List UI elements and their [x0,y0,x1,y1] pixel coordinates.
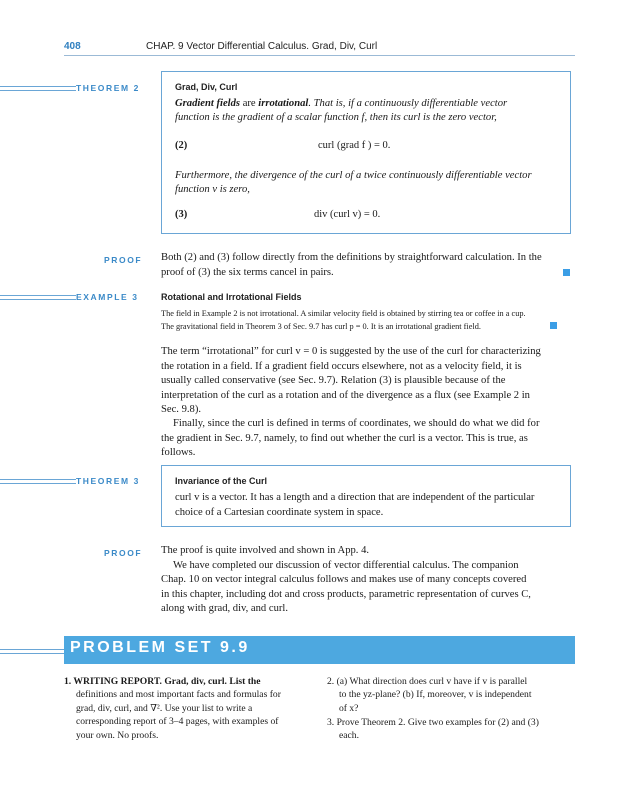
theorem2-label: THEOREM 2 [76,83,144,93]
theorem2-line1 [175,97,560,112]
problem-1-line: definitions and most important facts and formulas for [76,689,281,701]
proof1-line1: Both (2) and (3) follow directly from the definitions by straightforward calculation. In the [161,252,542,263]
text-line: Finally, since the curl is defined in terms of coordinates, we should do what we did for [173,418,540,429]
theorem3-line1: curl v is a vector. It has a length and a direction that are independent of the particular [175,492,535,503]
text-line: along with grad, div, and curl. [161,603,288,614]
theorem2-line2: function is the gradient of a scalar function f, then its curl is the zero vector, [175,112,497,123]
problem-2-line: of x? [339,702,359,714]
text-line: The term “irrotational” for curl v = 0 is suggested by the use of the curl for characterizing [161,346,541,357]
theorem3-label: THEOREM 3 [76,476,144,486]
example3-leader [0,295,85,300]
text-line: interpretation of the curl as a rotation and of the divergence as a flux (see Example 2 in [161,389,530,401]
text-line: Sec. 9.8). [161,404,202,415]
eq3-tag: (3) [175,209,188,220]
header-rule [64,55,575,56]
theorem3-title: Invariance of the Curl [175,476,268,486]
text-line: the gradient in Sec. 9.7, namely, to find out whether the curl is a vector. This is true, as [161,432,528,444]
eq2: curl (grad f ) = 0. [318,140,391,151]
problem-3 [327,716,575,743]
text-line: Chap. 10 on vector integral calculus follows and makes use of many concepts covered [161,574,527,585]
text-line: usually called conservative (see Sec. 9.7). Relation (3) is plausible because of the [161,375,506,386]
problem-1-line: corresponding report of 3–4 pages, with examples of [76,716,279,728]
text-line: follows. [161,447,196,458]
term-irrotational: irrotational [258,98,309,109]
example3-line2: The gravitational field in Theorem 3 of Sec. 9.7 has curl p = 0. It is an irrotational gradient field. [161,322,481,331]
theorem2-line1-rest: . That is, if a continuously differentiable vector [308,98,508,109]
proof2-body [161,544,571,617]
eq2-tag: (2) [175,140,188,151]
problem-3-line: each. [339,730,359,742]
theorem2-title: Grad, Div, Curl [175,82,238,92]
theorem3-leader [0,479,80,484]
problem-3-line: 3. Prove Theorem 2. Give two examples for (2) and (3) [327,717,539,728]
proof2-label: PROOF [104,548,143,558]
theorem2-line1-mid: are [240,98,259,109]
term-gradient-fields: Gradient fields [175,98,241,109]
problem-2-line: 2. (a) What direction does curl v have if v is parallel [327,676,528,687]
proof1-line2: proof of (3) the six terms cancel in pairs. [161,267,334,278]
paragraph-finally [161,417,571,461]
qed-square-icon [563,269,570,276]
problem-2 [327,675,575,715]
problem-1-line: 1. WRITING REPORT. Grad, div, curl. List the [64,676,261,687]
text-line: The proof is quite involved and shown in App. 4. [161,545,370,556]
page-number: 408 [64,41,81,52]
theorem2-leader [0,86,80,91]
problem-1-line: grad, div, curl, and ∇². Use your list to write a [76,702,253,714]
theorem2-line3: Furthermore, the divergence of the curl of a twice continuously differentiable vector [175,170,532,181]
problem-set-title: PROBLEM SET 9.9 [70,639,250,656]
text-line: We have completed our discussion of vector differential calculus. The companion [173,559,519,571]
text-line: the rotation in a field. If a gradient field occurs elsewhere, not as a velocity field, it is [161,360,522,372]
qed-square-icon [550,322,557,329]
theorem3-line2: choice of a Cartesian coordinate system in space. [175,507,384,518]
running-head: CHAP. 9 Vector Differential Calculus. Grad, Div, Curl [146,41,378,52]
problem-set-leader [0,649,64,654]
problem-1-line: your own. No proofs. [76,729,159,741]
example3-title: Rotational and Irrotational Fields [161,292,302,302]
proof1-label: PROOF [104,255,143,265]
problem-2-line: to the yz-plane? (b) If, moreover, v is independent [339,689,532,701]
eq3: div (curl v) = 0. [314,209,381,220]
text-line: in this chapter, including dot and cross products, parametric representation of curves C, [161,588,531,600]
problem-1 [64,675,314,742]
example3-label: EXAMPLE 3 [76,292,143,302]
theorem2-line4: function v is zero, [175,184,250,195]
example3-line1: The field in Example 2 is not irrotational. A similar velocity field is obtained by stirring tea or coffee in a cup. [161,309,526,318]
paragraph-irrotational [161,345,571,418]
